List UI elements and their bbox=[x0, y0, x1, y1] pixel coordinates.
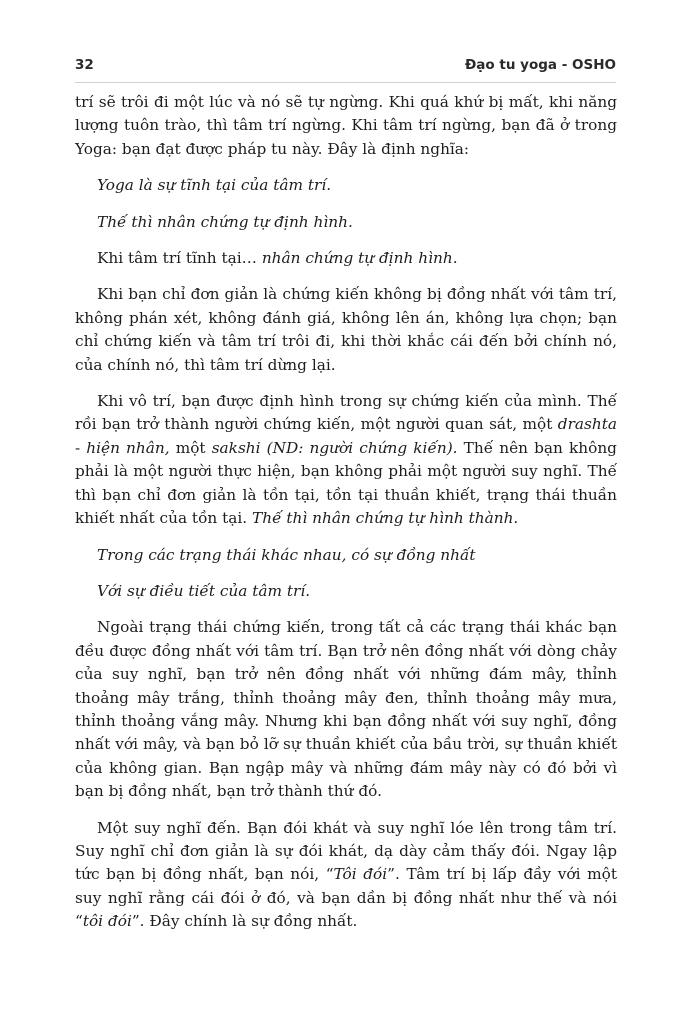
header-divider bbox=[75, 82, 616, 83]
paragraph: Khi vô trí, bạn được định hình trong sự chứng kiến của mình. Thế rồi bạn trở thành người chứng kiến, một người quan sát, một drashta - hiện nhân, một sakshi (ND: người chứng kiến). Thế nên bạn không phải là một người thực hiện, bạn không phải một người suy nghĩ. Thế thì bạn chỉ đơn giản là tồn tại, tồn tại thuần khiết, trạng thái thuần khiết nhất của tồn tại. Thế thì nhân chứng tự hình thành. bbox=[75, 392, 617, 528]
paragraph: Khi bạn chỉ đơn giản là chứng kiến không bị đồng nhất với tâm trí, không phán xét, không đánh giá, không lên án, không lựa chọn; bạn chỉ chứng kiến và tâm trí trôi đi, khi thời khắc cái đến bởi chính nó, của chính nó, thì tâm trí dừng lại. bbox=[75, 285, 617, 374]
page-number: 32 bbox=[75, 57, 94, 73]
quote-line: Yoga là sự tĩnh tại của tâm trí. bbox=[97, 176, 332, 195]
paragraph: Ngoài trạng thái chứng kiến, trong tất cả các trạng thái khác bạn đều được đồng nhất với tâm trí. Bạn trở nên đồng nhất với dòng chảy của suy nghĩ, bạn trở nên đồng nhất với những đám mây, thỉnh thoảng mây trắng, thỉnh thoảng mây đen, thỉnh thoảng mây mưa, thỉnh thoảng vắng mây. Nhưng khi bạn đồng nhất với suy nghĩ, đồng nhất với mây, và bạn bỏ lỡ sự thuần khiết của bầu trời, sự thuần khiết của không gian. Bạn ngập mây và những đám mây này có đó bởi vì bạn bị đồng nhất, bạn trở thành thứ đó. bbox=[75, 618, 617, 801]
quote-line: Trong các trạng thái khác nhau, có sự đồng nhất bbox=[97, 545, 476, 564]
page-header bbox=[75, 57, 616, 79]
quote-line: Thế thì nhân chứng tự định hình. bbox=[97, 212, 353, 231]
paragraph: Một suy nghĩ đến. Bạn đói khát và suy nghĩ lóe lên trong tâm trí. Suy nghĩ chỉ đơn giản là sự đói khát, dạ dày cảm thấy đói. Ngay lập tức bạn bị đồng nhất, bạn nói, “Tôi đói”. Tâm trí bị lấp đầy với một suy nghĩ rằng cái đói ở đó, và bạn dần bị đồng nhất như thế và nói “tôi đói”. Đây chính là sự đồng nhất. bbox=[75, 818, 617, 931]
paragraph: Khi tâm trí tĩnh tại… nhân chứng tự định hình. bbox=[97, 249, 458, 268]
running-title: Đạo tu yoga - OSHO bbox=[465, 57, 616, 73]
paragraph: trí sẽ trôi đi một lúc và nó sẽ tự ngừng. Khi quá khứ bị mất, khi năng lượng tuôn trào, thì tâm trí ngừng. Khi tâm trí ngừng, bạn đã ở trong Yoga: bạn đạt được pháp tu này. Đây là định nghĩa: bbox=[75, 93, 617, 158]
quote-line: Với sự điều tiết của tâm trí. bbox=[97, 581, 311, 600]
page-body bbox=[75, 91, 617, 947]
